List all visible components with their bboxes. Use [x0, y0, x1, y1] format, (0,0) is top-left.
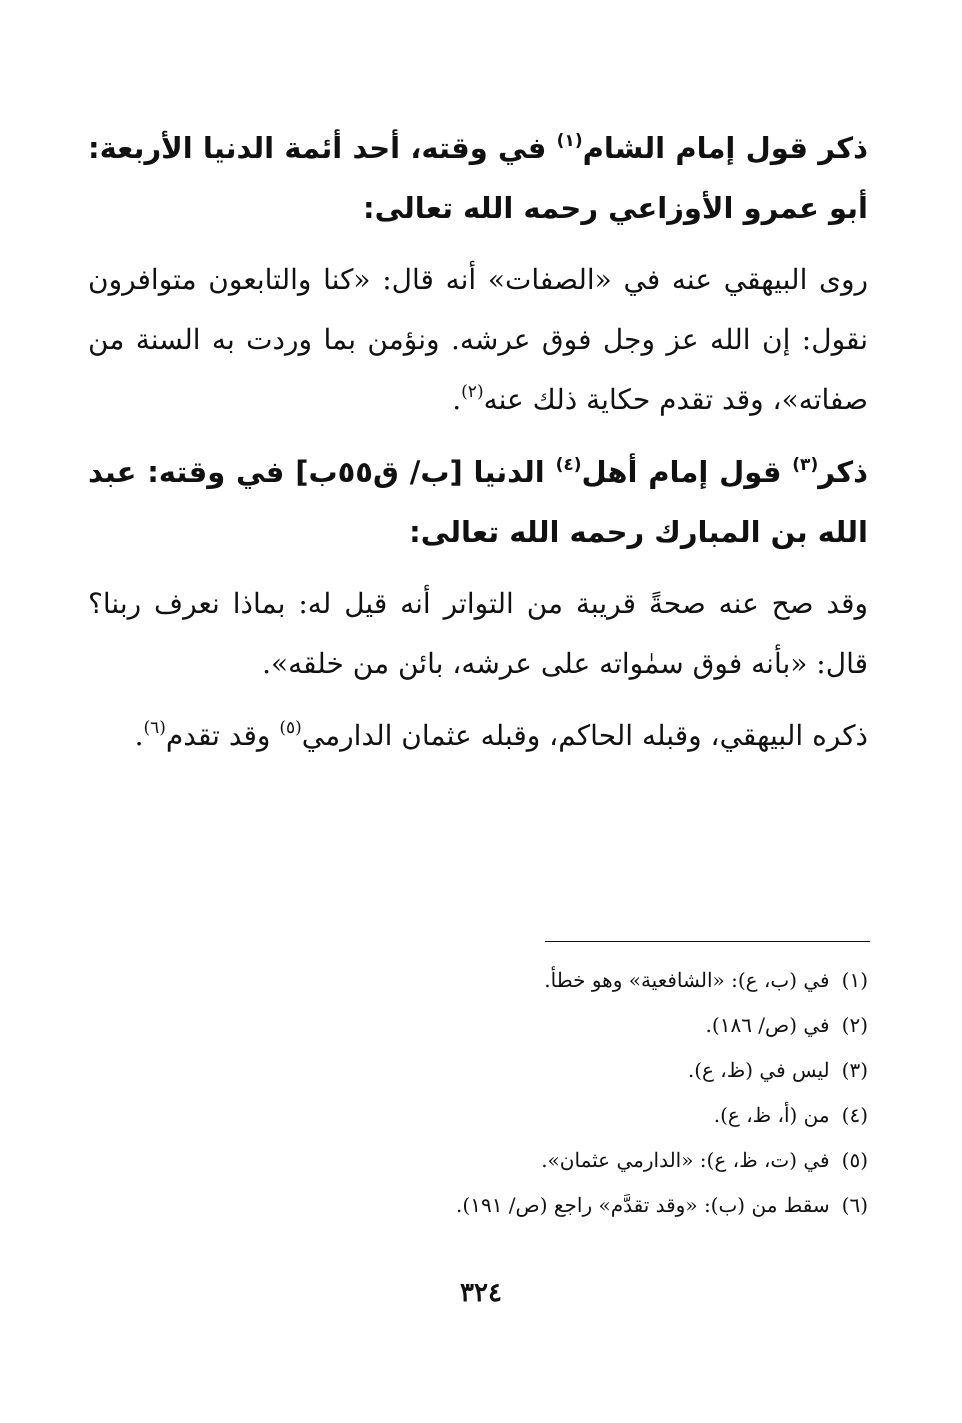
- footnote-marker[interactable]: (٢): [461, 382, 484, 402]
- footnotes: [300, 958, 868, 1228]
- footnote-text: في (ب، ع): «الشافعية» وهو خطأ.: [544, 968, 830, 992]
- footnote-text: من (أ، ظ، ع).: [713, 1103, 830, 1127]
- footnote-marker[interactable]: (٤): [555, 455, 582, 475]
- text-run: قول إمام أهل: [581, 455, 793, 489]
- section-heading: [88, 118, 868, 238]
- text-run: .: [452, 383, 462, 416]
- body-paragraph: [88, 574, 868, 694]
- footnote-marker[interactable]: (٦): [143, 718, 166, 738]
- section-heading: [88, 442, 868, 562]
- text-run: ذكره البيهقي، وقبله الحاكم، وقبله عثمان الدارمي: [301, 719, 868, 752]
- text-run: الدنيا [ب/ ق٥٥ب] في وقته: عبد الله بن المبارك رحمه الله تعالى:: [88, 455, 868, 549]
- text-run: .: [134, 719, 144, 752]
- footnote-marker[interactable]: (٥): [279, 718, 302, 738]
- text-run: في وقته، أحد أئمة الدنيا الأربعة: أبو عمرو الأوزاعي رحمه الله تعالى:: [88, 131, 868, 225]
- footnote-divider: [545, 941, 870, 942]
- footnote-text: سقط من (ب): «وقد تقدَّم» راجع (ص/ ١٩١).: [456, 1193, 830, 1217]
- body-paragraph: [88, 706, 868, 766]
- footnote: [300, 1138, 868, 1183]
- page-number: ٣٢٤: [460, 1278, 502, 1308]
- footnote-number: (١): [841, 968, 868, 992]
- text-run: ذكر: [818, 455, 869, 489]
- footnote-marker[interactable]: (١): [556, 131, 583, 151]
- footnote: [300, 1183, 868, 1228]
- footnote-text: ليس في (ظ، ع).: [687, 1058, 830, 1082]
- text-run: ذكر قول إمام الشام: [582, 131, 868, 165]
- footnote: [300, 1003, 868, 1048]
- footnote-number: (٦): [841, 1193, 868, 1217]
- footnote-text: في (ص/ ١٨٦).: [705, 1013, 830, 1037]
- body-paragraph: [88, 250, 868, 430]
- footnote: [300, 958, 868, 1003]
- text-run: وقد صح عنه صحةً قريبة من التواتر أنه قيل له: بماذا نعرف ربنا؟ قال: «بأنه فوق سمٰواته على عرشه، بائن من خلقه».: [88, 587, 868, 680]
- text-run: روى البيهقي عنه في «الصفات» أنه قال: «كنا والتابعون متوافرون نقول: إن الله عز وجل فوق عرشه. ونؤمن بما وردت به السنة من صفاته»، وقد تقدم حكاية ذلك عنه: [88, 263, 868, 416]
- footnote-number: (٣): [841, 1058, 868, 1082]
- footnote-marker[interactable]: (٣): [792, 455, 819, 475]
- footnote: [300, 1093, 868, 1138]
- footnote-number: (٥): [841, 1148, 868, 1172]
- text-run: وقد تقدم: [165, 719, 280, 752]
- footnote-text: في (ت، ظ، ع): «الدارمي عثمان».: [541, 1148, 830, 1172]
- main-text: [88, 118, 868, 778]
- footnote-number: (٤): [841, 1103, 868, 1127]
- footnote-number: (٢): [841, 1013, 868, 1037]
- footnote: [300, 1048, 868, 1093]
